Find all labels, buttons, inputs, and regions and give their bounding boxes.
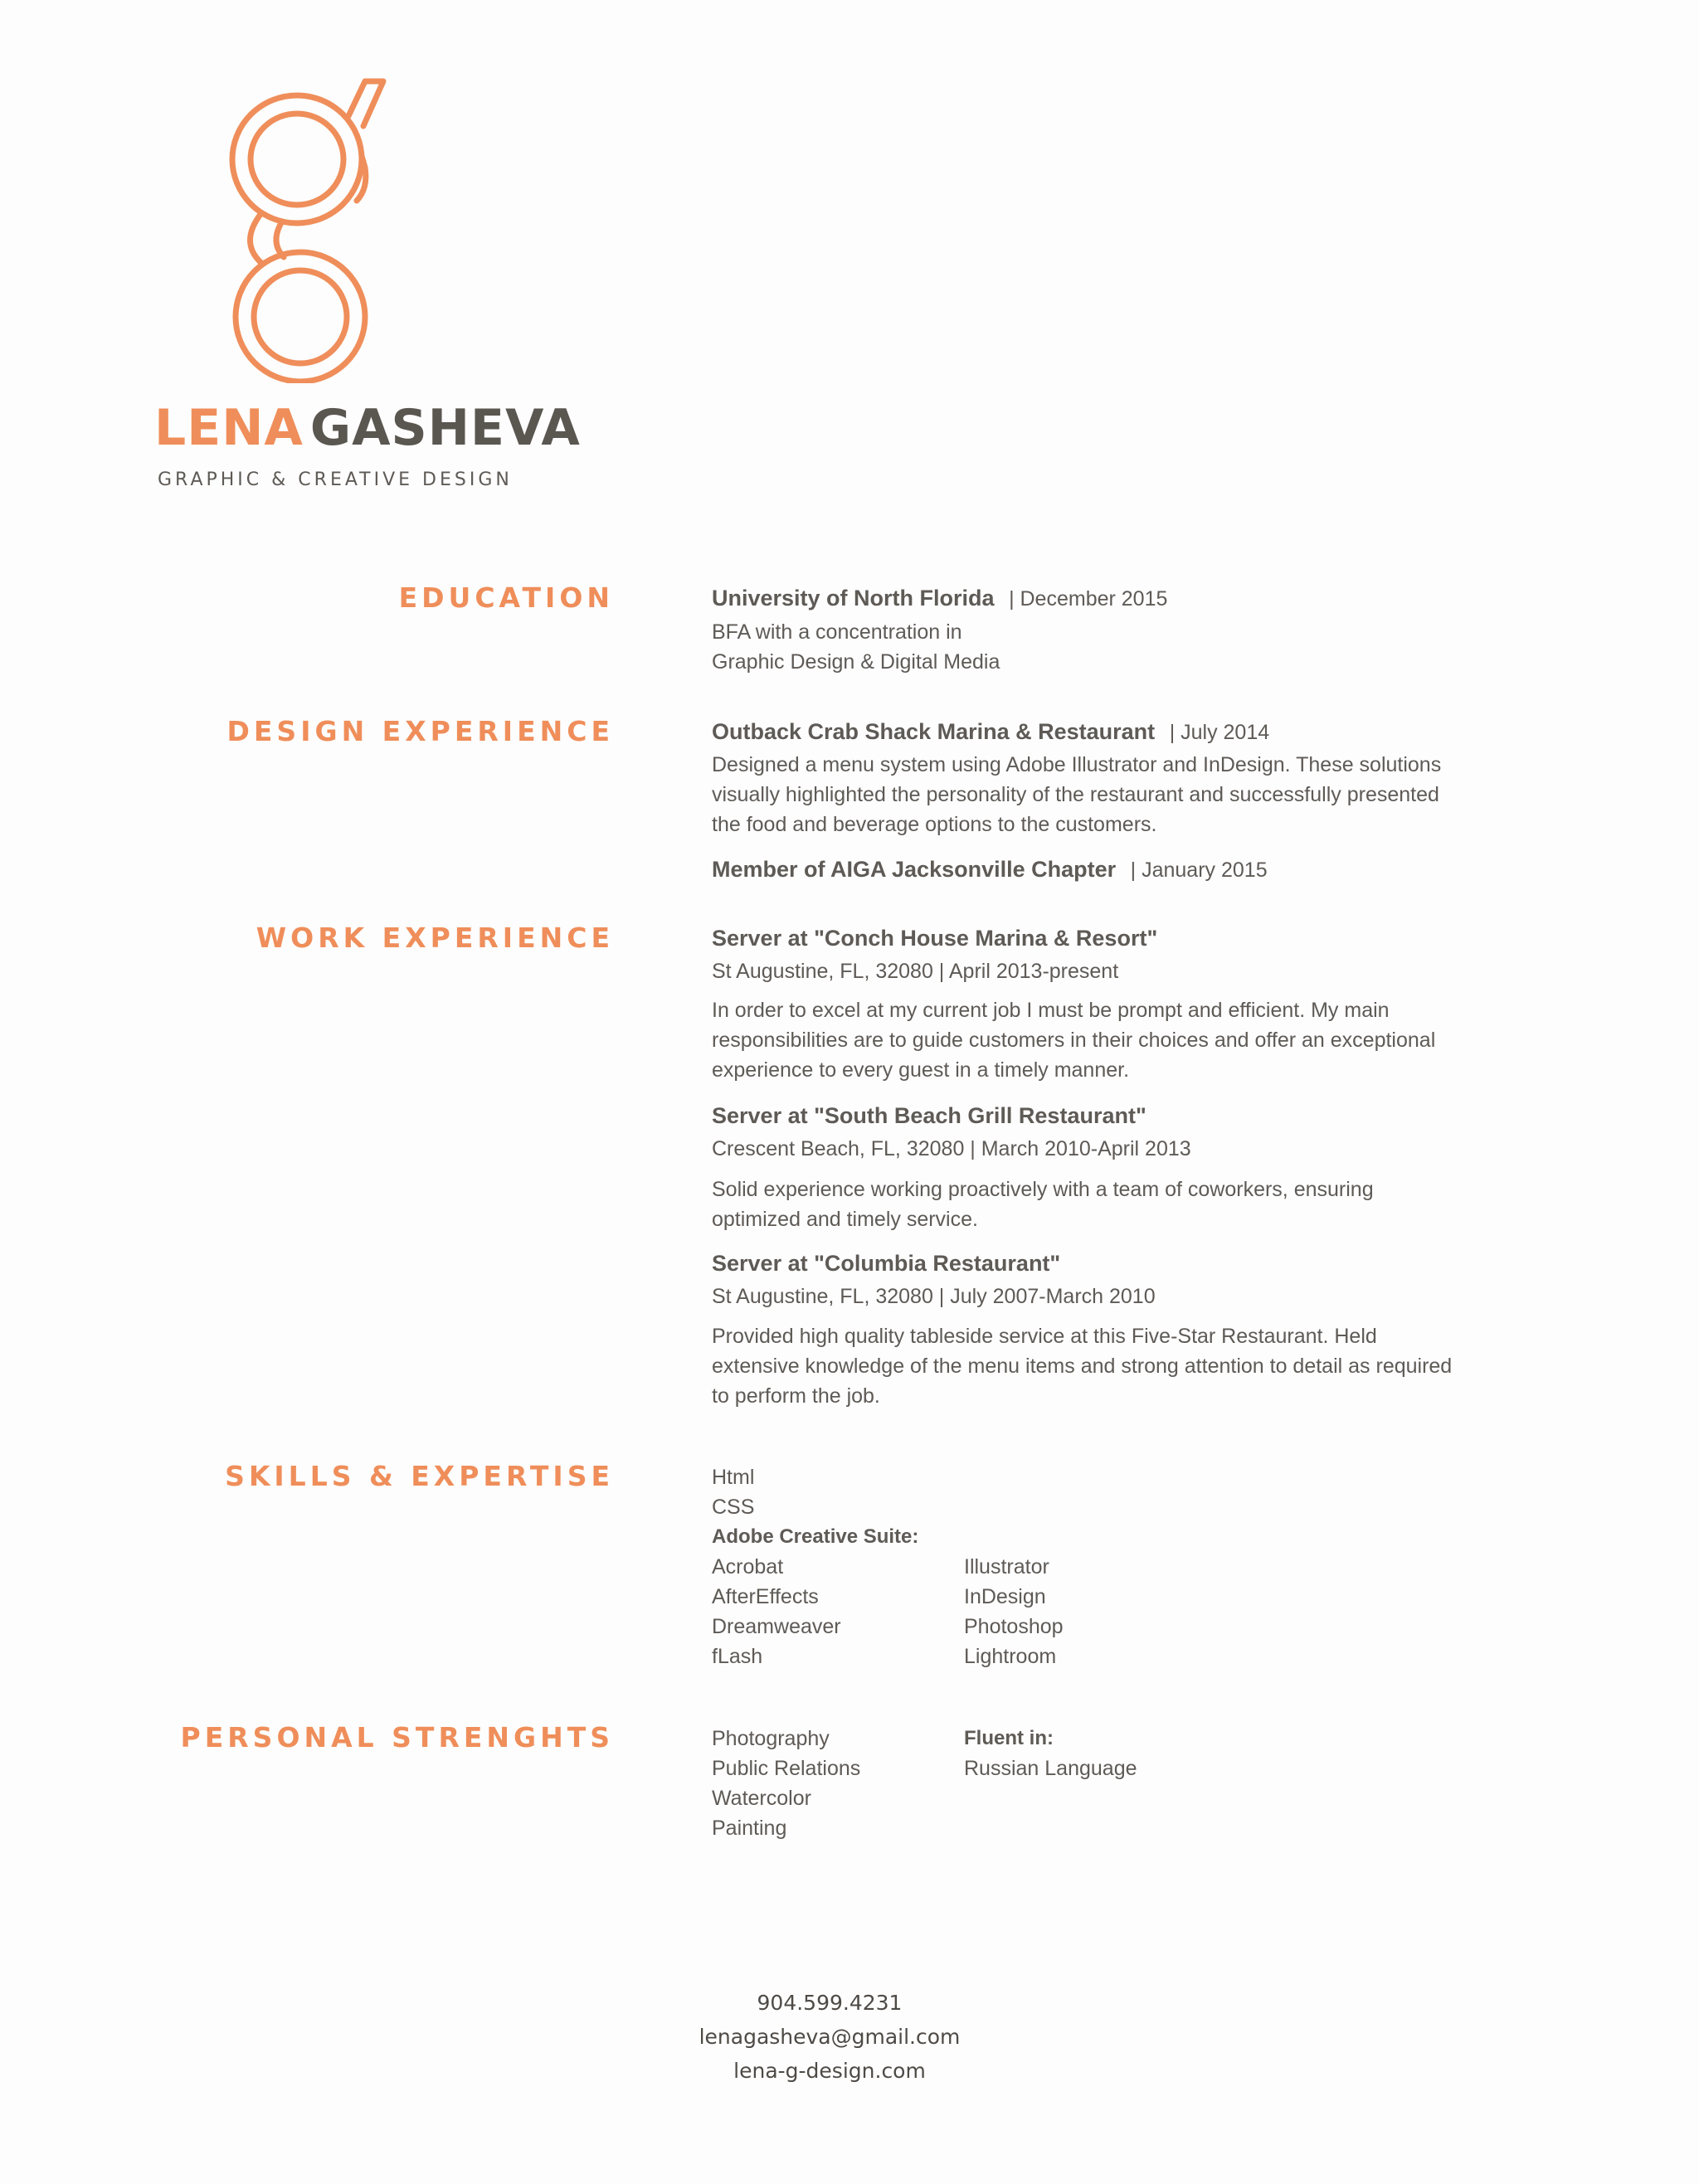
education-date: | December 2015 [1009, 587, 1168, 610]
section-heading-personal-strengths: PERSONAL STRENGHTS [180, 1721, 614, 1754]
work-item-description: Solid experience working proactively with a team of coworkers, ensuring optimized and timely service. [712, 1178, 1374, 1231]
skills-suite-list [964, 1552, 1064, 1671]
skill-item: Illustrator [964, 1555, 1049, 1578]
skill-item: Html [712, 1466, 755, 1489]
strength-item: Watercolor [712, 1787, 811, 1810]
contact-phone: 904.599.4231 [757, 1991, 903, 2015]
contact-email[interactable]: lenagasheva@gmail.com [699, 2025, 961, 2049]
skills-suite-label: Adobe Creative Suite: [712, 1525, 919, 1548]
section-heading-design-experience: DESIGN EXPERIENCE [226, 715, 614, 747]
skills-basics-list [712, 1462, 918, 1671]
section-heading-work-experience: WORK EXPERIENCE [256, 922, 614, 954]
work-item-meta: Crescent Beach, FL, 32080 | March 2010-April 2013 [712, 1137, 1191, 1160]
work-item-meta: St Augustine, FL, 32080 | July 2007-March 2010 [712, 1285, 1156, 1308]
fluent-label: Fluent in: [964, 1727, 1054, 1749]
strength-item: Photography [712, 1727, 830, 1750]
work-item-title: Server at "South Beach Grill Restaurant" [712, 1103, 1146, 1128]
strength-item: Painting [712, 1817, 787, 1840]
skill-item: Acrobat [712, 1555, 784, 1578]
work-item-description: Provided high quality tableside service at this Five-Star Restaurant. Held extensive knowledge of the menu items and strong attention to detail as required to perform the job. [712, 1325, 1453, 1408]
work-item-description: In order to excel at my current job I must be prompt and efficient. My main responsibilities are to guide customers in their choices and offer an exceptional experience to every guest in a timely manner. [712, 999, 1436, 1082]
brand-first-name: LENA [154, 399, 304, 457]
section-heading-education: EDUCATION [398, 581, 614, 614]
design-item-date: | January 2015 [1130, 859, 1268, 882]
design-item-name: Member of AIGA Jacksonville Chapter [712, 857, 1117, 882]
education-degree-line: Graphic Design & Digital Media [712, 650, 1000, 674]
work-item-meta: St Augustine, FL, 32080 | April 2013-present [712, 960, 1119, 983]
g-logo-icon [224, 76, 398, 383]
languages-list [964, 1724, 1137, 1783]
section-heading-skills: SKILLS & EXPERTISE [225, 1460, 614, 1492]
skill-item: Dreamweaver [712, 1615, 841, 1638]
design-item-description: Designed a menu system using Adobe Illustrator and InDesign. These solutions visually highlighted the personality of the restaurant and successfully presented the food and beverage options to the customers. [712, 753, 1442, 836]
skill-item: Lightroom [964, 1645, 1057, 1668]
brand-last-name: GASHEVA [309, 399, 581, 457]
brand-tagline: GRAPHIC & CREATIVE DESIGN [158, 469, 513, 490]
work-item-title: Server at "Columbia Restaurant" [712, 1251, 1061, 1276]
education-degree-line: BFA with a concentration in [712, 620, 962, 644]
design-item-title [712, 721, 1269, 743]
skill-item: AfterEffects [712, 1585, 819, 1608]
work-item-title: Server at "Conch House Marina & Resort" [712, 926, 1158, 951]
education-school [712, 587, 1167, 610]
design-item-name: Outback Crab Shack Marina & Restaurant [712, 719, 1156, 744]
strength-item: Public Relations [712, 1757, 861, 1780]
skill-item: fLash [712, 1645, 763, 1668]
design-item-date: | July 2014 [1169, 721, 1270, 744]
language-item: Russian Language [964, 1757, 1137, 1780]
skill-item: InDesign [964, 1585, 1046, 1608]
skill-item: CSS [712, 1496, 755, 1519]
skill-item: Photoshop [964, 1615, 1064, 1638]
education-school-name: University of North Florida [712, 586, 995, 610]
strengths-list [712, 1724, 860, 1843]
contact-website[interactable]: lena-g-design.com [733, 2059, 926, 2083]
design-item-title [712, 859, 1268, 881]
brand-name [154, 399, 581, 457]
